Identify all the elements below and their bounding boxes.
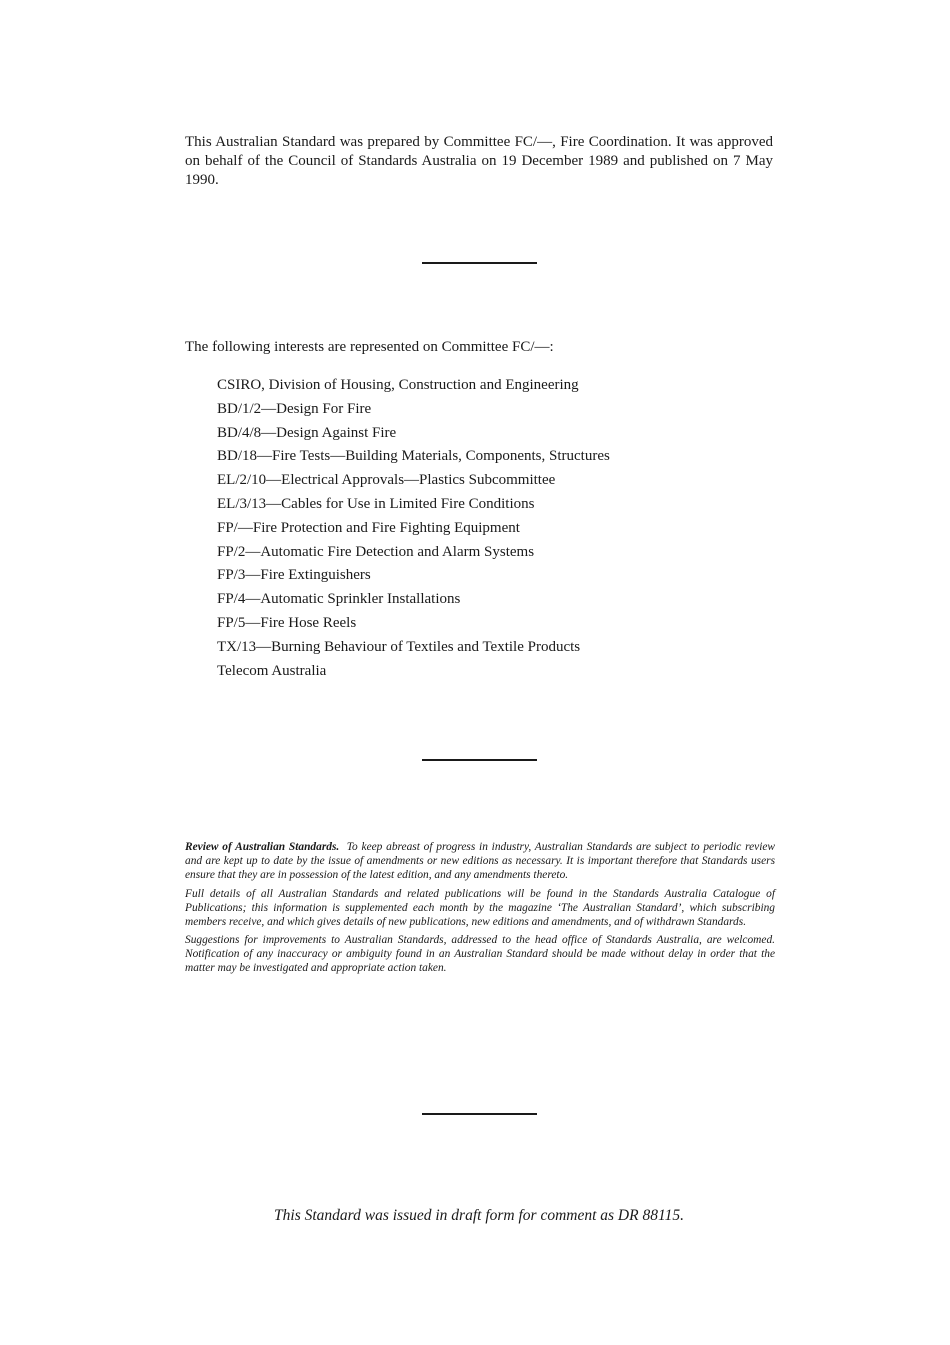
interest-item: BD/18—Fire Tests—Building Materials, Components, Structures bbox=[217, 448, 610, 465]
interest-item: CSIRO, Division of Housing, Construction and Engineering bbox=[217, 377, 579, 393]
review-heading: Review of Australian Standards. bbox=[185, 841, 340, 853]
review-notice bbox=[185, 841, 775, 981]
review-text: To keep abreast of progress in industry, Australian Standards are subject to periodic review and are kept up to date by the issue of amendments or new editions as necessary. It is important therefore that Standards users ensure that they are in possession of the latest edition, and any amendments thereto. bbox=[185, 841, 776, 881]
suggestions-paragraph: Suggestions for improvements to Australian Standards, addressed to the head office of Standards Australia, are welcomed. Notification of any inaccuracy or ambiguity found in an Australian Standard should be made without delay in order that the matter may be investigated and appropriate action taken. bbox=[185, 934, 775, 975]
catalogue-paragraph: Full details of all Australian Standards and related publications will be found in the Standards Australia Catalogue of Publications; this information is supplemented each month by the magazine ‘The Australian Standard’, which subscribing members receive, and which gives details of new publications, new editions and amendments, and of withdrawn Standards. bbox=[185, 887, 775, 928]
interest-item: FP/3—Fire Extinguishers bbox=[217, 567, 371, 584]
review-paragraph bbox=[185, 841, 775, 883]
interest-item: Telecom Australia bbox=[217, 662, 327, 679]
draft-note: This Standard was issued in draft form for comment as DR 88115. bbox=[274, 1207, 684, 1224]
interest-item: FP/4—Automatic Sprinkler Installations bbox=[217, 591, 461, 608]
interest-item: FP/—Fire Protection and Fire Fighting Equipment bbox=[217, 519, 520, 536]
interest-item: EL/3/13—Cables for Use in Limited Fire Conditions bbox=[217, 495, 535, 512]
interest-item: FP/2—Automatic Fire Detection and Alarm Systems bbox=[217, 543, 535, 560]
interests-intro: The following interests are represented on Committee FC/—: bbox=[185, 339, 554, 355]
interest-item: EL/2/10—Electrical Approvals—Plastics Subcommittee bbox=[217, 472, 556, 489]
interests-list bbox=[217, 376, 610, 685]
separator-rule bbox=[422, 1113, 537, 1115]
preparation-note: This Australian Standard was prepared by Committee FC/—, Fire Coordination. It was approved on behalf of the Council of Standards Australia on 19 December 1989 and published on 7 May 1990. bbox=[185, 134, 773, 188]
interest-item: FP/5—Fire Hose Reels bbox=[217, 614, 357, 631]
separator-rule bbox=[422, 759, 537, 761]
separator-rule bbox=[422, 262, 537, 264]
interest-item: BD/1/2—Design For Fire bbox=[217, 400, 372, 417]
interest-item: TX/13—Burning Behaviour of Textiles and Textile Products bbox=[217, 638, 581, 655]
interest-item: BD/4/8—Design Against Fire bbox=[217, 424, 397, 441]
